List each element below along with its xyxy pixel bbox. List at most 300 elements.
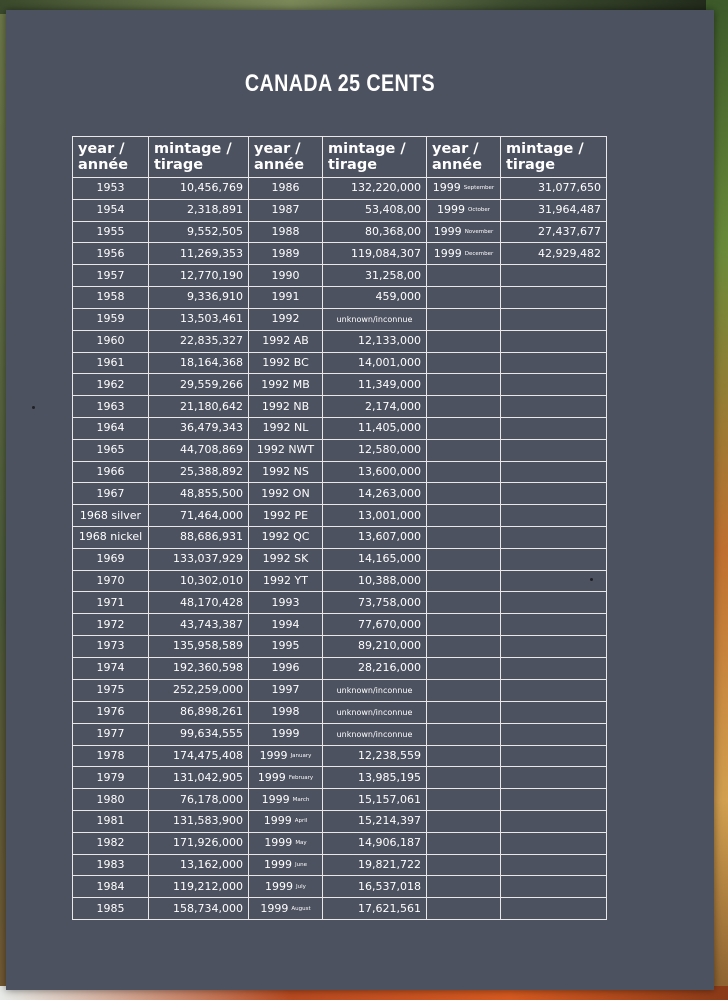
year-cell <box>427 723 501 745</box>
page-title: CANADA 25 CENTS <box>244 70 436 97</box>
year-value: 1999 <box>271 727 300 741</box>
mintage-cell <box>323 657 427 679</box>
month-label: March <box>292 796 310 803</box>
mintage-cell <box>323 417 427 439</box>
table-row <box>73 330 607 352</box>
year-value: 1992 AB <box>262 334 309 348</box>
year-cell <box>427 592 501 614</box>
year-cell <box>73 330 149 352</box>
mintage-cell <box>323 221 427 243</box>
table-row <box>73 767 607 789</box>
year-value: 1971 <box>96 595 125 609</box>
year-value: 1960 <box>96 334 125 348</box>
mintage-value: 42,929,482 <box>538 246 601 260</box>
mintage-cell <box>149 570 249 592</box>
mintage-cell <box>149 767 249 789</box>
year-value: 1955 <box>96 224 125 238</box>
year-cell <box>73 396 149 418</box>
mintage-cell <box>323 723 427 745</box>
year-cell <box>427 417 501 439</box>
year-cell <box>73 745 149 767</box>
year-cell <box>249 723 323 745</box>
year-value: 1995 <box>271 639 300 653</box>
mintage-cell <box>323 526 427 548</box>
year-value: 1988 <box>271 224 300 238</box>
month-label: December <box>464 250 494 257</box>
mintage-value: 133,037,929 <box>173 552 243 566</box>
mintage-cell <box>149 439 249 461</box>
mintage-value: 11,269,353 <box>180 246 243 260</box>
mintage-value: 13,985,195 <box>358 770 421 784</box>
year-value: 1965 <box>96 443 125 457</box>
year-cell <box>249 505 323 527</box>
year-value: 1985 <box>96 901 125 915</box>
year-cell <box>427 548 501 570</box>
mintage-value: unknown/inconnue <box>336 707 413 717</box>
year-value: 1999 <box>264 836 293 850</box>
mintage-value: 12,238,559 <box>358 748 421 762</box>
month-label: January <box>290 752 312 759</box>
mintage-cell <box>323 745 427 767</box>
mintage-value: 10,302,010 <box>180 573 243 587</box>
mintage-cell <box>501 352 607 374</box>
mintage-cell <box>501 265 607 287</box>
year-value: 1968 nickel <box>78 530 143 544</box>
mintage-cell <box>323 286 427 308</box>
speck <box>590 578 593 581</box>
year-value: 1999 <box>265 879 294 893</box>
mintage-value: 21,180,642 <box>180 399 243 413</box>
year-cell <box>73 417 149 439</box>
mintage-cell <box>323 178 427 200</box>
mintage-cell <box>149 505 249 527</box>
year-cell <box>73 221 149 243</box>
mintage-value: 15,214,397 <box>358 814 421 828</box>
table-row <box>73 548 607 570</box>
year-value: 1993 <box>271 595 300 609</box>
mintage-cell <box>501 701 607 723</box>
mintage-cell <box>149 352 249 374</box>
mintage-value: 44,708,869 <box>180 443 243 457</box>
year-cell <box>249 614 323 636</box>
year-cell <box>73 308 149 330</box>
mintage-value: unknown/inconnue <box>336 685 413 695</box>
year-value: 1972 <box>96 617 125 631</box>
year-cell <box>427 221 501 243</box>
year-value: 1994 <box>271 617 300 631</box>
year-cell <box>73 614 149 636</box>
mintage-cell <box>501 396 607 418</box>
mintage-value: unknown/inconnue <box>336 729 413 739</box>
mintage-cell <box>323 701 427 723</box>
year-cell <box>427 810 501 832</box>
year-value: 1992 QC <box>261 530 310 544</box>
mintage-value: 29,559,266 <box>180 377 243 391</box>
year-cell <box>427 199 501 221</box>
mintage-value: 43,743,387 <box>180 617 243 631</box>
mintage-value: 131,042,905 <box>173 770 243 784</box>
year-cell <box>427 657 501 679</box>
mintage-value: 2,174,000 <box>365 399 421 413</box>
year-value: 1953 <box>96 181 125 195</box>
year-cell <box>249 221 323 243</box>
year-cell <box>73 723 149 745</box>
year-value: 1991 <box>271 290 300 304</box>
year-cell <box>249 286 323 308</box>
year-cell <box>427 308 501 330</box>
mintage-cell <box>501 308 607 330</box>
column-header-year: year / année <box>427 137 501 178</box>
column-header-mintage: mintage / tirage <box>501 137 607 178</box>
mintage-cell <box>323 854 427 876</box>
table-row <box>73 854 607 876</box>
mintage-cell <box>323 483 427 505</box>
mintage-value: 12,770,190 <box>180 268 243 282</box>
year-cell <box>73 832 149 854</box>
year-value: 1987 <box>271 203 300 217</box>
year-value: 1954 <box>96 203 125 217</box>
year-cell <box>249 330 323 352</box>
mintage-cell <box>323 876 427 898</box>
mintage-cell <box>323 505 427 527</box>
mintage-cell <box>149 723 249 745</box>
year-cell <box>249 657 323 679</box>
year-cell <box>249 701 323 723</box>
year-value: 1999 <box>259 748 288 762</box>
mintage-cell <box>501 657 607 679</box>
mintage-value: 12,133,000 <box>358 334 421 348</box>
mintage-value: 192,360,598 <box>173 661 243 675</box>
year-cell <box>73 767 149 789</box>
mintage-cell <box>501 810 607 832</box>
year-value: 1981 <box>96 814 125 828</box>
year-value: 1973 <box>96 639 125 653</box>
mintage-cell <box>501 417 607 439</box>
year-cell <box>249 570 323 592</box>
month-label: November <box>464 228 494 235</box>
mintage-cell <box>501 243 607 265</box>
year-value: 1989 <box>271 246 300 260</box>
year-value: 1958 <box>96 290 125 304</box>
table-row <box>73 286 607 308</box>
mintage-cell <box>501 745 607 767</box>
year-cell <box>73 701 149 723</box>
mintage-value: 16,537,018 <box>358 879 421 893</box>
mintage-value: 99,634,555 <box>180 727 243 741</box>
table-row <box>73 308 607 330</box>
table-row <box>73 614 607 636</box>
year-cell <box>427 898 501 920</box>
mintage-value: 27,437,677 <box>538 224 601 238</box>
year-value: 1978 <box>96 748 125 762</box>
year-cell <box>427 745 501 767</box>
mintage-value: 31,258,00 <box>365 268 421 282</box>
year-value: 1999 <box>263 814 292 828</box>
mintage-cell <box>149 374 249 396</box>
mintage-value: 15,157,061 <box>358 792 421 806</box>
mintage-cell <box>149 657 249 679</box>
mintage-cell <box>149 592 249 614</box>
year-cell <box>73 657 149 679</box>
mintage-cell <box>149 396 249 418</box>
year-cell <box>427 505 501 527</box>
year-value: 1997 <box>271 683 300 697</box>
mintage-value: 13,001,000 <box>358 508 421 522</box>
year-cell <box>249 854 323 876</box>
mintage-cell <box>501 374 607 396</box>
year-cell <box>73 876 149 898</box>
mintage-cell <box>323 330 427 352</box>
table-row <box>73 461 607 483</box>
mintage-cell <box>323 308 427 330</box>
column-header-mintage: mintage / tirage <box>149 137 249 178</box>
mintage-value: 14,906,187 <box>358 836 421 850</box>
mintage-cell <box>149 330 249 352</box>
year-cell <box>73 898 149 920</box>
mintage-cell <box>149 221 249 243</box>
table-row <box>73 243 607 265</box>
year-cell <box>73 592 149 614</box>
year-value: 1969 <box>96 552 125 566</box>
year-value: 1968 silver <box>79 508 142 522</box>
mintage-cell <box>323 898 427 920</box>
year-cell <box>249 526 323 548</box>
mintage-value: 89,210,000 <box>358 639 421 653</box>
mintage-cell <box>323 199 427 221</box>
mintage-cell <box>149 701 249 723</box>
mintage-value: 11,349,000 <box>358 377 421 391</box>
mintage-cell <box>501 439 607 461</box>
mintage-value: 88,686,931 <box>180 530 243 544</box>
mintage-value: 73,758,000 <box>358 595 421 609</box>
year-cell <box>249 483 323 505</box>
year-cell <box>73 679 149 701</box>
mintage-value: 28,216,000 <box>358 661 421 675</box>
year-cell <box>427 439 501 461</box>
year-value: 1999 <box>436 203 465 217</box>
mintage-cell <box>501 789 607 811</box>
mintage-cell <box>149 854 249 876</box>
mintage-value: 14,001,000 <box>358 355 421 369</box>
mintage-cell <box>501 526 607 548</box>
column-header-year: year / année <box>73 137 149 178</box>
year-cell <box>427 396 501 418</box>
year-value: 1974 <box>96 661 125 675</box>
year-cell <box>427 286 501 308</box>
mintage-cell <box>501 592 607 614</box>
year-cell <box>427 461 501 483</box>
mintage-value: 36,479,343 <box>180 421 243 435</box>
year-value: 1986 <box>271 181 300 195</box>
mintage-cell <box>149 789 249 811</box>
table-row <box>73 876 607 898</box>
year-value: 1992 NS <box>262 464 309 478</box>
month-label: June <box>295 861 307 868</box>
year-cell <box>427 526 501 548</box>
mintage-cell <box>149 832 249 854</box>
year-value: 1990 <box>271 268 300 282</box>
year-value: 1967 <box>96 486 125 500</box>
year-cell <box>427 635 501 657</box>
year-cell <box>73 505 149 527</box>
mintage-cell <box>323 810 427 832</box>
mintage-cell <box>149 461 249 483</box>
year-value: 1992 SK <box>262 552 309 566</box>
year-value: 1996 <box>271 661 300 675</box>
year-cell <box>73 789 149 811</box>
mintage-cell <box>323 789 427 811</box>
year-value: 1984 <box>96 879 125 893</box>
year-cell <box>73 439 149 461</box>
year-cell <box>427 701 501 723</box>
mintage-value: 459,000 <box>375 290 421 304</box>
mintage-value: 31,077,650 <box>538 181 601 195</box>
year-value: 1992 NB <box>261 399 310 413</box>
table-row <box>73 810 607 832</box>
mintage-value: 135,958,589 <box>173 639 243 653</box>
mintage-cell <box>323 635 427 657</box>
year-cell <box>427 854 501 876</box>
mintage-cell <box>501 832 607 854</box>
table-row <box>73 832 607 854</box>
year-cell <box>427 614 501 636</box>
mintage-value: 13,503,461 <box>180 312 243 326</box>
year-value: 1999 <box>432 181 461 195</box>
mintage-cell <box>501 898 607 920</box>
document-page <box>6 10 714 990</box>
table-row <box>73 657 607 679</box>
mintage-cell <box>323 548 427 570</box>
mintage-value: 174,475,408 <box>173 748 243 762</box>
month-label: August <box>291 905 311 912</box>
year-value: 1992 PE <box>262 508 309 522</box>
mintage-cell <box>323 265 427 287</box>
year-cell <box>427 330 501 352</box>
table-row <box>73 526 607 548</box>
mintage-cell <box>323 396 427 418</box>
year-cell <box>249 876 323 898</box>
year-cell <box>73 483 149 505</box>
mintage-cell <box>501 548 607 570</box>
mintage-value: 10,388,000 <box>358 573 421 587</box>
year-cell <box>427 243 501 265</box>
year-value: 1956 <box>96 246 125 260</box>
mintage-cell <box>501 178 607 200</box>
year-cell <box>73 374 149 396</box>
table-row <box>73 439 607 461</box>
year-cell <box>249 810 323 832</box>
year-value: 1961 <box>96 355 125 369</box>
mintage-value: 158,734,000 <box>173 901 243 915</box>
mintage-cell <box>149 178 249 200</box>
mintage-cell <box>501 635 607 657</box>
year-cell <box>73 635 149 657</box>
table-row <box>73 396 607 418</box>
table-row <box>73 221 607 243</box>
year-cell <box>73 199 149 221</box>
mintage-cell <box>149 898 249 920</box>
year-value: 1999 <box>261 792 290 806</box>
table-row <box>73 374 607 396</box>
year-value: 1975 <box>96 683 125 697</box>
mintage-cell <box>323 374 427 396</box>
mintage-value: 119,212,000 <box>173 879 243 893</box>
year-value: 1957 <box>96 268 125 282</box>
year-cell <box>249 745 323 767</box>
year-cell <box>427 178 501 200</box>
year-cell <box>249 439 323 461</box>
year-cell <box>73 265 149 287</box>
mintage-cell <box>501 286 607 308</box>
mintage-cell <box>149 265 249 287</box>
year-cell <box>73 548 149 570</box>
mintage-cell <box>501 723 607 745</box>
mintage-cell <box>501 679 607 701</box>
year-value: 1977 <box>96 727 125 741</box>
year-value: 1999 <box>433 224 462 238</box>
table-row <box>73 789 607 811</box>
month-label: May <box>295 840 307 847</box>
mintage-cell <box>323 243 427 265</box>
year-cell <box>249 308 323 330</box>
year-value: 1999 <box>257 770 286 784</box>
mintage-cell <box>149 483 249 505</box>
year-value: 1992 NL <box>262 421 309 435</box>
year-cell <box>427 832 501 854</box>
mintage-cell <box>149 286 249 308</box>
year-value: 1962 <box>96 377 125 391</box>
year-value: 1992 MB <box>261 377 310 391</box>
mintage-value: 80,368,00 <box>365 224 421 238</box>
mintage-value: 119,084,307 <box>351 246 421 260</box>
year-value: 1963 <box>96 399 125 413</box>
mintage-cell <box>501 330 607 352</box>
year-value: 1983 <box>96 857 125 871</box>
mintage-value: 13,600,000 <box>358 464 421 478</box>
mintage-cell <box>323 352 427 374</box>
mintage-value: 11,405,000 <box>358 421 421 435</box>
mintage-cell <box>149 810 249 832</box>
year-cell <box>73 352 149 374</box>
year-cell <box>249 178 323 200</box>
year-value: 1982 <box>96 836 125 850</box>
year-cell <box>249 243 323 265</box>
mintage-cell <box>323 592 427 614</box>
month-label: July <box>296 883 306 890</box>
year-value: 1998 <box>271 705 300 719</box>
year-cell <box>249 374 323 396</box>
year-value: 1976 <box>96 705 125 719</box>
mintage-cell <box>149 876 249 898</box>
year-cell <box>249 635 323 657</box>
mintage-value: 48,170,428 <box>180 595 243 609</box>
mintage-value: 131,583,900 <box>173 814 243 828</box>
mintage-cell <box>501 199 607 221</box>
mintage-table <box>72 136 607 920</box>
mintage-cell <box>149 635 249 657</box>
mintage-cell <box>501 483 607 505</box>
mintage-value: 2,318,891 <box>187 203 243 217</box>
year-cell <box>427 679 501 701</box>
year-cell <box>249 199 323 221</box>
table-row <box>73 898 607 920</box>
mintage-value: 25,388,892 <box>180 464 243 478</box>
year-value: 1992 ON <box>261 486 310 500</box>
table-row <box>73 745 607 767</box>
mintage-cell <box>501 854 607 876</box>
mintage-cell <box>149 308 249 330</box>
mintage-value: 71,464,000 <box>180 508 243 522</box>
